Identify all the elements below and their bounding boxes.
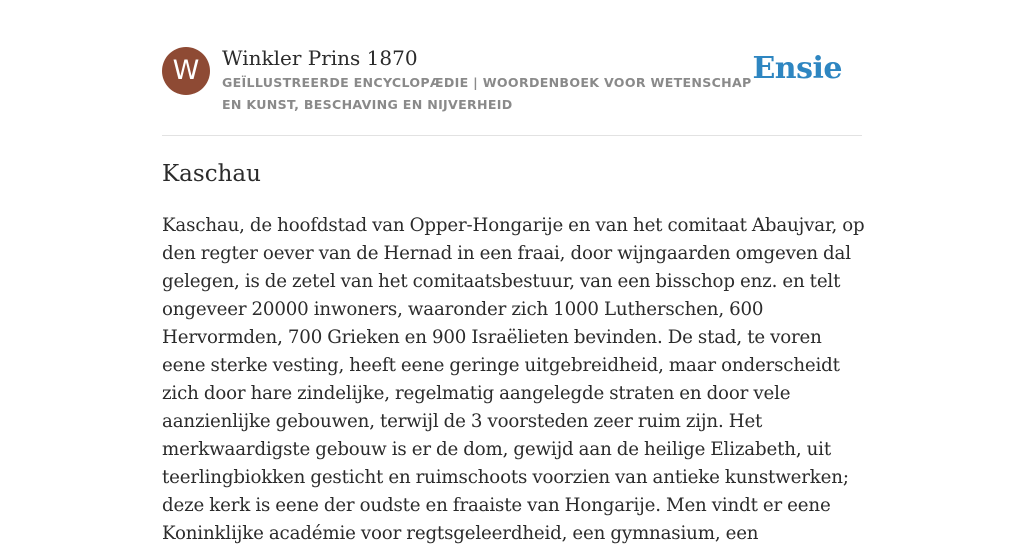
entry-title: Kaschau (162, 161, 261, 187)
header-divider (162, 135, 862, 136)
source-subtitle: GEÏLLUSTREERDE ENCYCLOPÆDIE | WOORDENBOEK VOOR WETENSCHAP EN KUNST, BESCHAVING EN NIJVERHEID (222, 75, 752, 112)
source-avatar[interactable]: W (162, 47, 210, 95)
source-title[interactable]: Winkler Prins 1870 (222, 46, 418, 70)
source-header (162, 46, 862, 118)
ensie-logo-link[interactable]: Ensie (752, 51, 842, 86)
entry-body-text: Kaschau, de hoofdstad van Opper-Hongarije en van het comitaat Abaujvar, op den regter oever van de Hernad in een fraai, door wijngaarden omgeven dal gelegen, is de zetel van het comitaatsbestuur, van een bisschop enz. en telt ongeveer 20000 inwoners, waaronder zich 1000 Lutherschen, 600 Hervormden, 700 Grieken en 900 Israëlieten bevinden. De stad, te voren eene sterke vesting, heeft eene geringe uitgebreidheid, maar onderscheidt zich door hare zindelijke, regelmatig aangelegde straten en door vele aanzienlijke gebouwen, terwijl de 3 voorsteden zeer ruim zijn. Het merkwaardigste gebouw is er de dom, gewijd aan de heilige Elizabeth, uit teerlingbiokken gesticht en ruimschoots voorzien van antieke kunstwerken; deze kerk is eene der oudste en fraaiste van Hongarije. Men vindt er eene Koninklijke académie voor regtsgeleerdheid, een gymnasium, een (162, 215, 865, 544)
